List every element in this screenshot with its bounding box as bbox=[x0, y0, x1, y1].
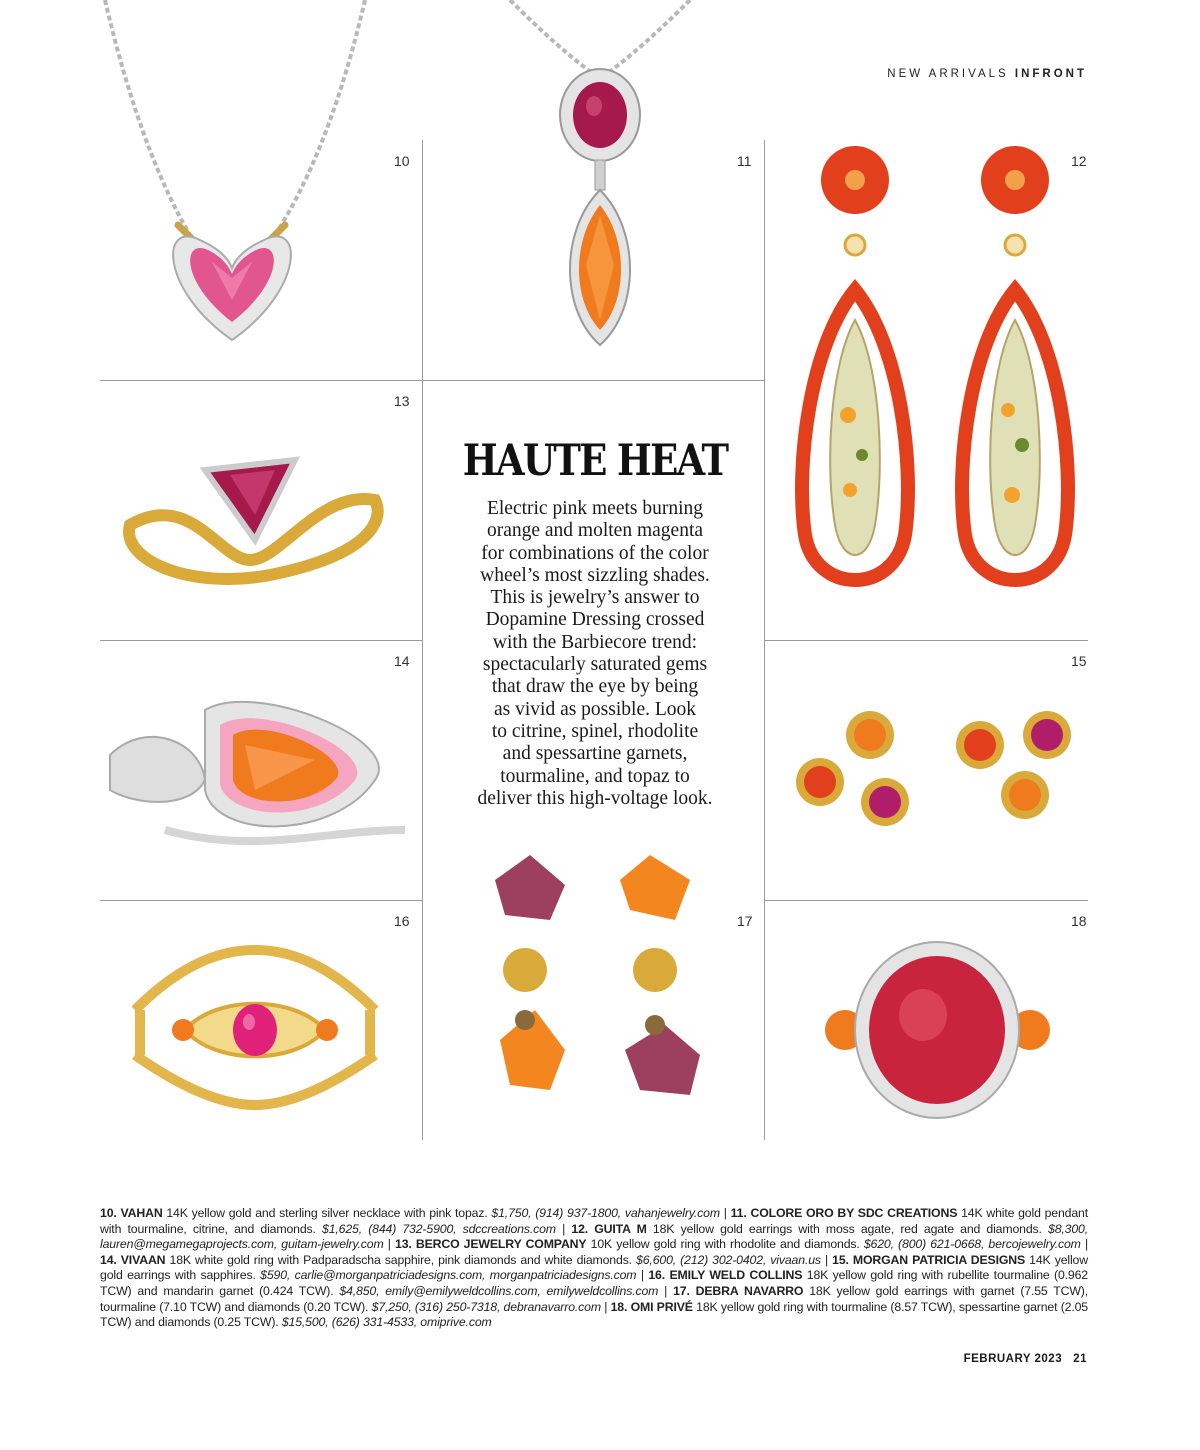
agate-drop-earrings-image bbox=[790, 145, 1090, 615]
grid-line-row3-left bbox=[100, 900, 423, 901]
heart-necklace-image bbox=[100, 0, 400, 360]
rhodolite-ring-image bbox=[110, 440, 390, 590]
body-line: This is jewelry’s answer to bbox=[490, 587, 700, 609]
item-number-11: 11 bbox=[737, 153, 752, 169]
body-line: wheel’s most sizzling shades. bbox=[480, 564, 710, 586]
body-line: tourmaline, and topaz to bbox=[500, 765, 690, 787]
credits-block bbox=[100, 1206, 1088, 1331]
body-line: with the Barbiecore trend: bbox=[492, 631, 698, 653]
issue-date: FEBRUARY 2023 bbox=[963, 1353, 1063, 1365]
page-number: 21 bbox=[1073, 1353, 1087, 1365]
credit-number: 10. bbox=[100, 1206, 117, 1220]
credit-brand: COLORE ORO BY SDC CREATIONS bbox=[750, 1206, 958, 1220]
credit-contact: $8,300, lauren@megamegaprojects.com, guitam-jewelry.com bbox=[100, 1221, 1088, 1252]
item-number-15: 15 bbox=[1071, 653, 1087, 669]
credit-number: 13. bbox=[395, 1237, 412, 1252]
body-line: that draw the eye by being bbox=[491, 676, 699, 698]
padparadscha-ring-image bbox=[105, 680, 410, 860]
credit-description: 14K yellow gold and sterling silver necklace with pink topaz. bbox=[162, 1206, 492, 1220]
body-line: for combinations of the color bbox=[481, 542, 709, 564]
body-line: to citrine, spinel, rhodolite bbox=[491, 720, 699, 742]
tourmaline-ring-image bbox=[815, 930, 1060, 1130]
item-number-10: 10 bbox=[394, 153, 410, 169]
credit-contact: $620, (800) 621-0668, bercojewelry.com bbox=[863, 1237, 1081, 1252]
credit-number: 12. bbox=[571, 1221, 589, 1236]
rubellite-ring-image bbox=[125, 940, 385, 1110]
page-footer bbox=[964, 1353, 1087, 1365]
credit-number: 15. bbox=[832, 1252, 849, 1267]
credit-description: 10K yellow gold ring with rhodolite and diamonds. bbox=[586, 1237, 864, 1252]
credit-brand: MORGAN PATRICIA DESIGNS bbox=[852, 1252, 1026, 1267]
item-number-17: 17 bbox=[737, 913, 753, 929]
credit-description: 18K yellow gold ring with tourmaline (8.57 TCW), spessartine garnet (2.05 TCW) and diamonds (0.25 TCW). bbox=[100, 1299, 1088, 1330]
headline: HAUTE HEAT bbox=[462, 436, 728, 486]
credit-contact: $4,850, emily@emilyweldcollins.com, emilyweldcollins.com bbox=[339, 1283, 659, 1298]
credit-separator: | bbox=[1080, 1237, 1088, 1252]
grid-line-row3-right bbox=[764, 900, 1088, 901]
grid-line-row2-right bbox=[764, 640, 1088, 641]
body-line: orange and molten magenta bbox=[486, 520, 704, 542]
body-copy bbox=[455, 498, 735, 810]
credit-brand: DEBRA NAVARRO bbox=[695, 1283, 804, 1298]
credit-contact: $7,250, (316) 250-7318, debranavarro.com bbox=[371, 1299, 601, 1314]
credit-description: 14K yellow gold earrings with sapphires. bbox=[100, 1252, 1088, 1283]
item-number-14: 14 bbox=[394, 653, 410, 669]
credit-number: 16. bbox=[648, 1268, 665, 1283]
credit-contact: $590, carlie@morganpatriciadesigns.com, morganpatriciadesigns.com bbox=[260, 1268, 637, 1283]
credit-description: 18K yellow gold earrings with garnet (7.55 TCW), tourmaline (7.10 TCW) and diamonds (0.20 TCW). bbox=[100, 1283, 1089, 1314]
body-line: Dopamine Dressing crossed bbox=[485, 609, 705, 631]
credit-description: 18K white gold ring with Padparadscha sapphire, pink diamonds and white diamonds. bbox=[165, 1252, 637, 1267]
body-line: as vivid as possible. Look bbox=[493, 698, 697, 720]
credit-brand: GUITA M bbox=[594, 1221, 647, 1236]
section-header bbox=[887, 68, 1087, 80]
credit-brand: VIVAAN bbox=[120, 1252, 166, 1267]
credit-number: 11. bbox=[730, 1206, 747, 1220]
credit-contact: $6,600, (212) 302-0402, vivaan.us bbox=[636, 1252, 821, 1267]
credit-brand: BERCO JEWELRY COMPANY bbox=[415, 1237, 587, 1252]
credit-brand: VAHAN bbox=[120, 1206, 163, 1220]
credit-13 bbox=[395, 1237, 1088, 1251]
credit-separator: | bbox=[719, 1206, 731, 1220]
body-line: deliver this high-voltage look. bbox=[477, 787, 713, 809]
credit-separator: | bbox=[600, 1299, 611, 1314]
body-line: Electric pink meets burning bbox=[486, 498, 704, 519]
item-number-18: 18 bbox=[1071, 913, 1087, 929]
credit-separator: | bbox=[658, 1283, 674, 1298]
credit-contact: $15,500, (626) 331-4533, omiprive.com bbox=[281, 1315, 492, 1330]
item-number-13: 13 bbox=[394, 393, 410, 409]
credit-14 bbox=[100, 1253, 832, 1267]
credit-number: 18. bbox=[610, 1299, 628, 1314]
credit-brand: OMI PRIVÉ bbox=[630, 1299, 693, 1314]
pendant-image bbox=[500, 0, 700, 360]
item-number-12: 12 bbox=[1071, 153, 1087, 169]
section-brand: INFRONT bbox=[1014, 68, 1087, 80]
credit-description: 18K yellow gold ring with rubellite tourmaline (0.962 TCW) and mandarin garnet (0.424 TCW). bbox=[100, 1268, 1088, 1298]
credit-separator: | bbox=[636, 1268, 649, 1283]
body-line: spectacularly saturated gems bbox=[482, 654, 708, 676]
garnet-tourmaline-earrings-image bbox=[480, 850, 710, 1140]
credit-number: 14. bbox=[100, 1252, 117, 1267]
item-number-16: 16 bbox=[394, 913, 410, 929]
credit-description: 18K yellow gold earrings with moss agate, red agate and diamonds. bbox=[646, 1221, 1049, 1236]
credit-contact: $1,625, (844) 732-5900, sdccreations.com bbox=[322, 1221, 556, 1236]
credit-brand: EMILY WELD COLLINS bbox=[669, 1268, 803, 1283]
credit-description: 14K white gold pendant with tourmaline, citrine, and diamonds. bbox=[100, 1206, 1088, 1236]
credit-separator: | bbox=[555, 1221, 572, 1236]
credit-separator: | bbox=[383, 1237, 395, 1252]
grid-line-row2-left bbox=[100, 640, 423, 641]
credit-contact: $1,750, (914) 937-1800, vahanjewelry.com bbox=[491, 1206, 720, 1220]
credit-number: 17. bbox=[673, 1283, 690, 1298]
credit-separator: | bbox=[820, 1252, 833, 1267]
sapphire-cluster-earrings-image bbox=[785, 700, 1085, 850]
grid-line-row1 bbox=[100, 380, 765, 381]
credit-10 bbox=[100, 1206, 731, 1220]
section-label: NEW ARRIVALS bbox=[887, 68, 1009, 80]
body-line: and spessartine garnets, bbox=[502, 743, 688, 765]
